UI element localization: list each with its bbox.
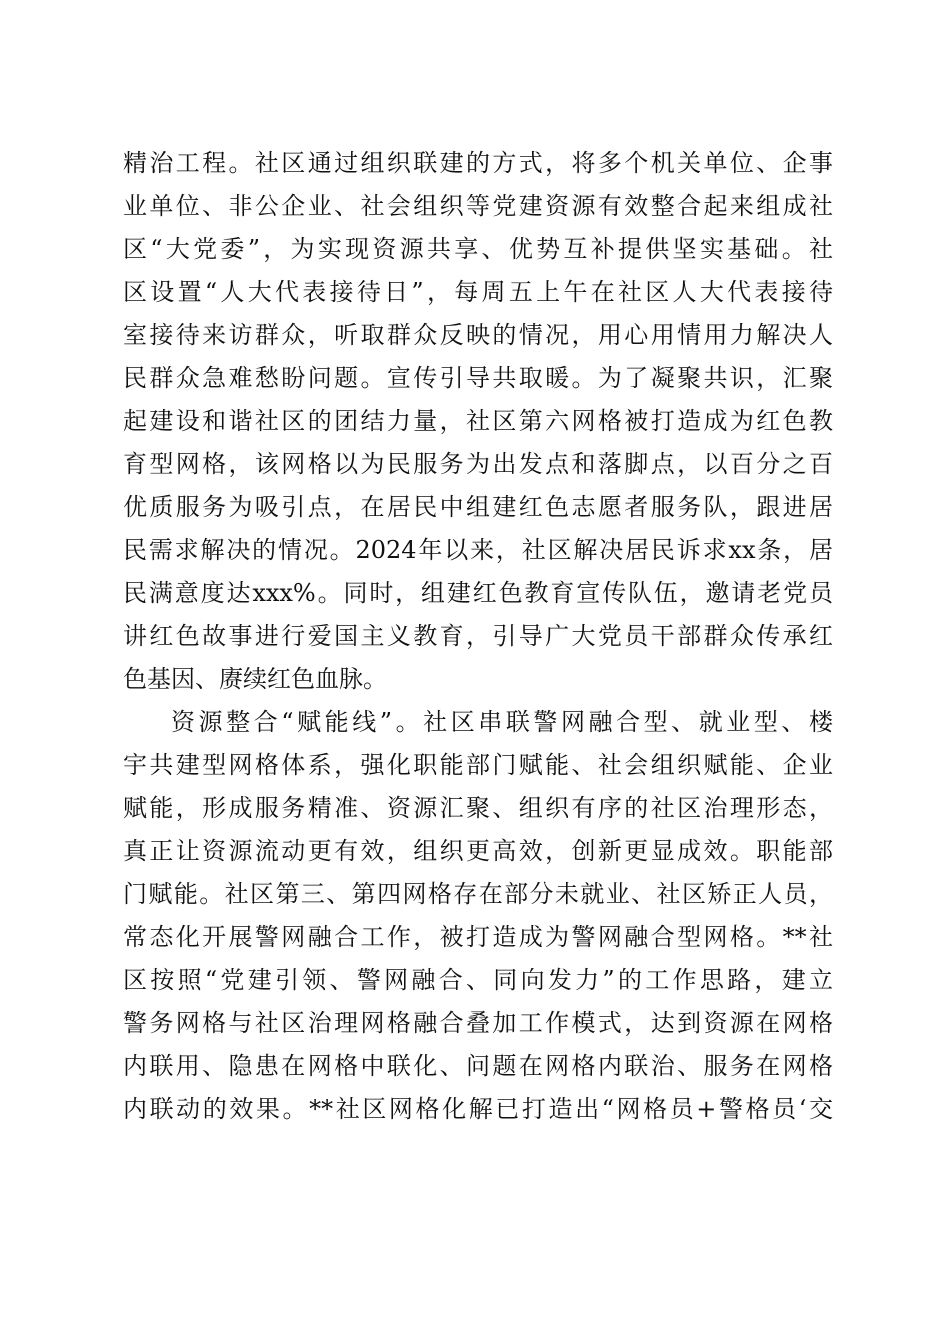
text-line: 宇共建型网格体系，强化职能部门赋能、社会组织赋能、企业 [123, 751, 833, 779]
text-line: 精治工程。社区通过组织联建的方式，将多个机关单位、企事 [123, 149, 833, 177]
text-line: 警务网格与社区治理网格融合叠加工作模式，达到资源在网格 [123, 1009, 833, 1037]
text-line: 色基因、赓续红色血脉。 [123, 665, 387, 693]
text-line: 资源整合“赋能线”。社区串联警网融合型、就业型、楼 [171, 708, 833, 736]
paragraph-resource-integration [123, 701, 833, 1131]
text-line: 门赋能。社区第三、第四网格存在部分未就业、社区矫正人员， [123, 880, 833, 908]
text-line: 民群众急难愁盼问题。宣传引导共取暖。为了凝聚共识，汇聚 [123, 364, 833, 392]
text-line: 常态化开展警网融合工作，被打造成为警网融合型网格。**社 [123, 923, 833, 951]
text-line: 优质服务为吸引点，在居民中组建红色志愿者服务队，跟进居 [123, 493, 833, 521]
text-line: 区“大党委”，为实现资源共享、优势互补提供坚实基础。社 [123, 235, 833, 263]
text-line: 民满意度达xxx%。同时，组建红色教育宣传队伍，邀请老党员 [123, 579, 833, 607]
text-line: 业单位、非公企业、社会组织等党建资源有效整合起来组成社 [123, 192, 833, 220]
text-line: 民需求解决的情况。2024年以来，社区解决居民诉求xx条，居 [123, 536, 833, 564]
text-line: 内联动的效果。**社区网格化解已打造出“网格员+警格员‘交 [123, 1095, 833, 1123]
text-line: 育型网格，该网格以为民服务为出发点和落脚点，以百分之百 [123, 450, 833, 478]
text-line: 室接待来访群众，听取群众反映的情况，用心用情用力解决人 [123, 321, 833, 349]
text-line: 内联用、隐患在网格中联化、问题在网格内联治、服务在网格 [123, 1052, 833, 1080]
text-line: 起建设和谐社区的团结力量，社区第六网格被打造成为红色教 [123, 407, 833, 435]
text-line: 讲红色故事进行爱国主义教育，引导广大党员干部群众传承红 [123, 622, 833, 650]
paragraph-party-building [123, 142, 833, 701]
text-line: 区设置“人大代表接待日”，每周五上午在社区人大代表接待 [123, 278, 833, 306]
text-line: 区按照“党建引领、警网融合、同向发力”的工作思路，建立 [123, 966, 833, 994]
text-line: 真正让资源流动更有效，组织更高效，创新更显成效。职能部 [123, 837, 833, 865]
text-line: 赋能，形成服务精准、资源汇聚、组织有序的社区治理形态， [123, 794, 833, 822]
body-text [123, 142, 833, 1131]
